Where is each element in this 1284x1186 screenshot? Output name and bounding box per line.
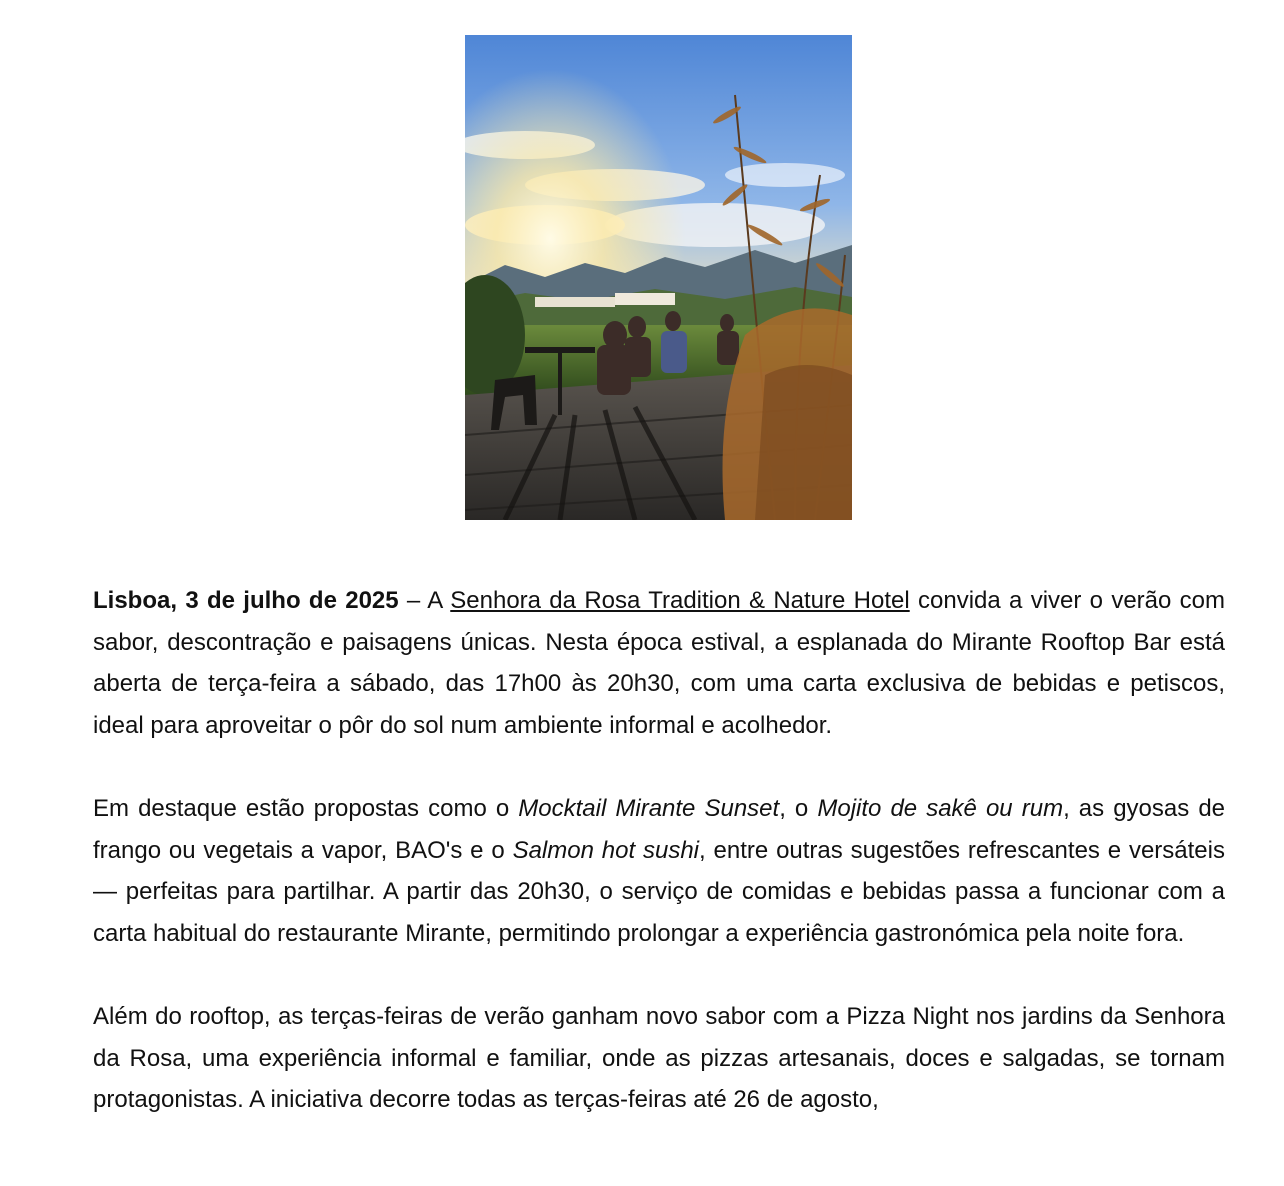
rooftop-photo-graphic bbox=[465, 35, 852, 520]
dateline: Lisboa, 3 de julho de 2025 bbox=[93, 587, 399, 614]
rooftop-photo bbox=[465, 35, 852, 520]
sushi-name: Salmon hot sushi bbox=[512, 836, 700, 864]
paragraph-menu bbox=[93, 788, 1225, 954]
paragraph-pizza-night: Além do rooftop, as terças-feiras de verão ganham novo sabor com a Pizza Night nos jardins da Senhora da Rosa, uma experiência informal e familiar, onde as pizzas artesanais, doces e salgadas, se tornam protagonistas. A iniciativa decorre todas as terças-feiras até 26 de agosto, bbox=[93, 1003, 1225, 1113]
article-body bbox=[93, 580, 1225, 1163]
hotel-link[interactable]: Senhora da Rosa Tradition & Nature Hotel bbox=[450, 587, 910, 614]
paragraph-menu-text-3: , as gyosas de frango ou vegetais a vapor, BAO's e o bbox=[93, 795, 1226, 864]
dateline-dash: – A bbox=[398, 587, 451, 614]
paragraph-menu-text-2: , o bbox=[779, 795, 818, 822]
mojito-name: Mojito de sakê ou rum bbox=[817, 795, 1064, 822]
mocktail-name: Mocktail Mirante Sunset bbox=[518, 795, 780, 822]
paragraph-menu-text-1: Em destaque estão propostas como o bbox=[93, 795, 519, 822]
paragraph-menu-text-4: , entre outras sugestões refrescantes e versáteis — perfeitas para partilhar. A partir das 20h30, o serviço de comidas e bebidas passa a funcionar com a carta habitual do restaurante Mirante, permitindo prolongar a experiência gastronómica pela noite fora. bbox=[93, 836, 1225, 947]
paragraph-intro-text: convida a viver o verão com sabor, descontração e paisagens únicas. Nesta época estival, a esplanada do Mirante Rooftop Bar está aberta de terça-feira a sábado, das 17h00 às 20h30, com uma carta exclusiva de bebidas e petiscos, ideal para aproveitar o pôr do sol num ambiente informal e acolhedor. bbox=[93, 587, 1226, 739]
paragraph-intro bbox=[93, 580, 1225, 746]
